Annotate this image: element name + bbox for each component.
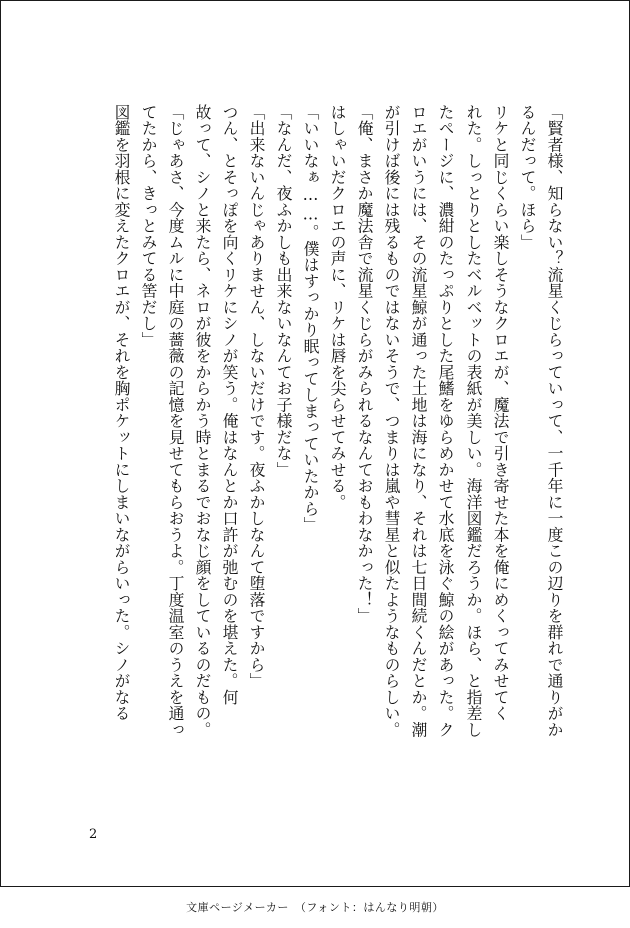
- footer-caption: 文庫ページメーカー （フォント：はんなり明朝）: [186, 901, 444, 914]
- text-line: 「いいなぁ……。僕はすっかり眠ってしまっていたから」: [301, 104, 320, 533]
- text-line: はしゃいだクロエの声に、リケは唇を尖らせてみせる。: [328, 104, 347, 511]
- text-line: つん、とそっぽを向くリケにシノが笑う。俺はなんとか口許が弛むのを堪えた。何: [220, 104, 239, 706]
- text-line: 故って、シノと来たら、ネロが彼をからかう時とまるでおなじ顔をしているのだもの。: [193, 104, 212, 738]
- text-line: るんだって。ほら」: [518, 104, 537, 251]
- text-line: れた。しっとりとしたベルベットの表紙が美しい。海洋図鑑だろうか。ほら、と指差し: [464, 104, 483, 738]
- text-line: 「出来ないんじゃありません、しないだけです。夜ふかしなんて堕落ですから」: [247, 104, 266, 689]
- body-text: [1, 1, 629, 886]
- text-line: ロエがいうには、その流星鯨が通った土地は海になり、それは七日間続くんだとか。潮: [409, 104, 428, 738]
- page-number: 2: [89, 827, 98, 842]
- text-line: てたから、きっとみてる筈だし」: [139, 104, 158, 348]
- text-line: 「なんだ、夜ふかしも出来ないなんてお子様だな」: [274, 104, 293, 478]
- text-line: が引けば後には残るものではないそうで、つまりは嵐や彗星と似たようなものらしい。: [382, 104, 401, 738]
- text-line: 「じゃあさ、今度ムルに中庭の薔薇の記憶を見せてもらおうよ。丁度温室のうえを通っ: [166, 104, 185, 738]
- text-line: リケと同じくらい楽しそうなクロエが、魔法で引き寄せた本を俺にめくってみせてく: [491, 104, 510, 722]
- text-line: たページに、濃紺のたっぷりとした尾鰭をゆらめかせて水底を泳ぐ鯨の絵があった。ク: [436, 104, 455, 738]
- text-line: 図鑑を羽根に変えたクロエが、それを胸ポケットにしまいながらいった。シノがなる: [112, 104, 131, 722]
- text-line: 「賢者様、知らない？流星くじらっていって、一千年に一度この辺りを群れで通りがか: [545, 104, 564, 738]
- text-line: 「俺、まさか魔法舎で流星くじらがみられるなんておもわなかった！」: [355, 104, 374, 624]
